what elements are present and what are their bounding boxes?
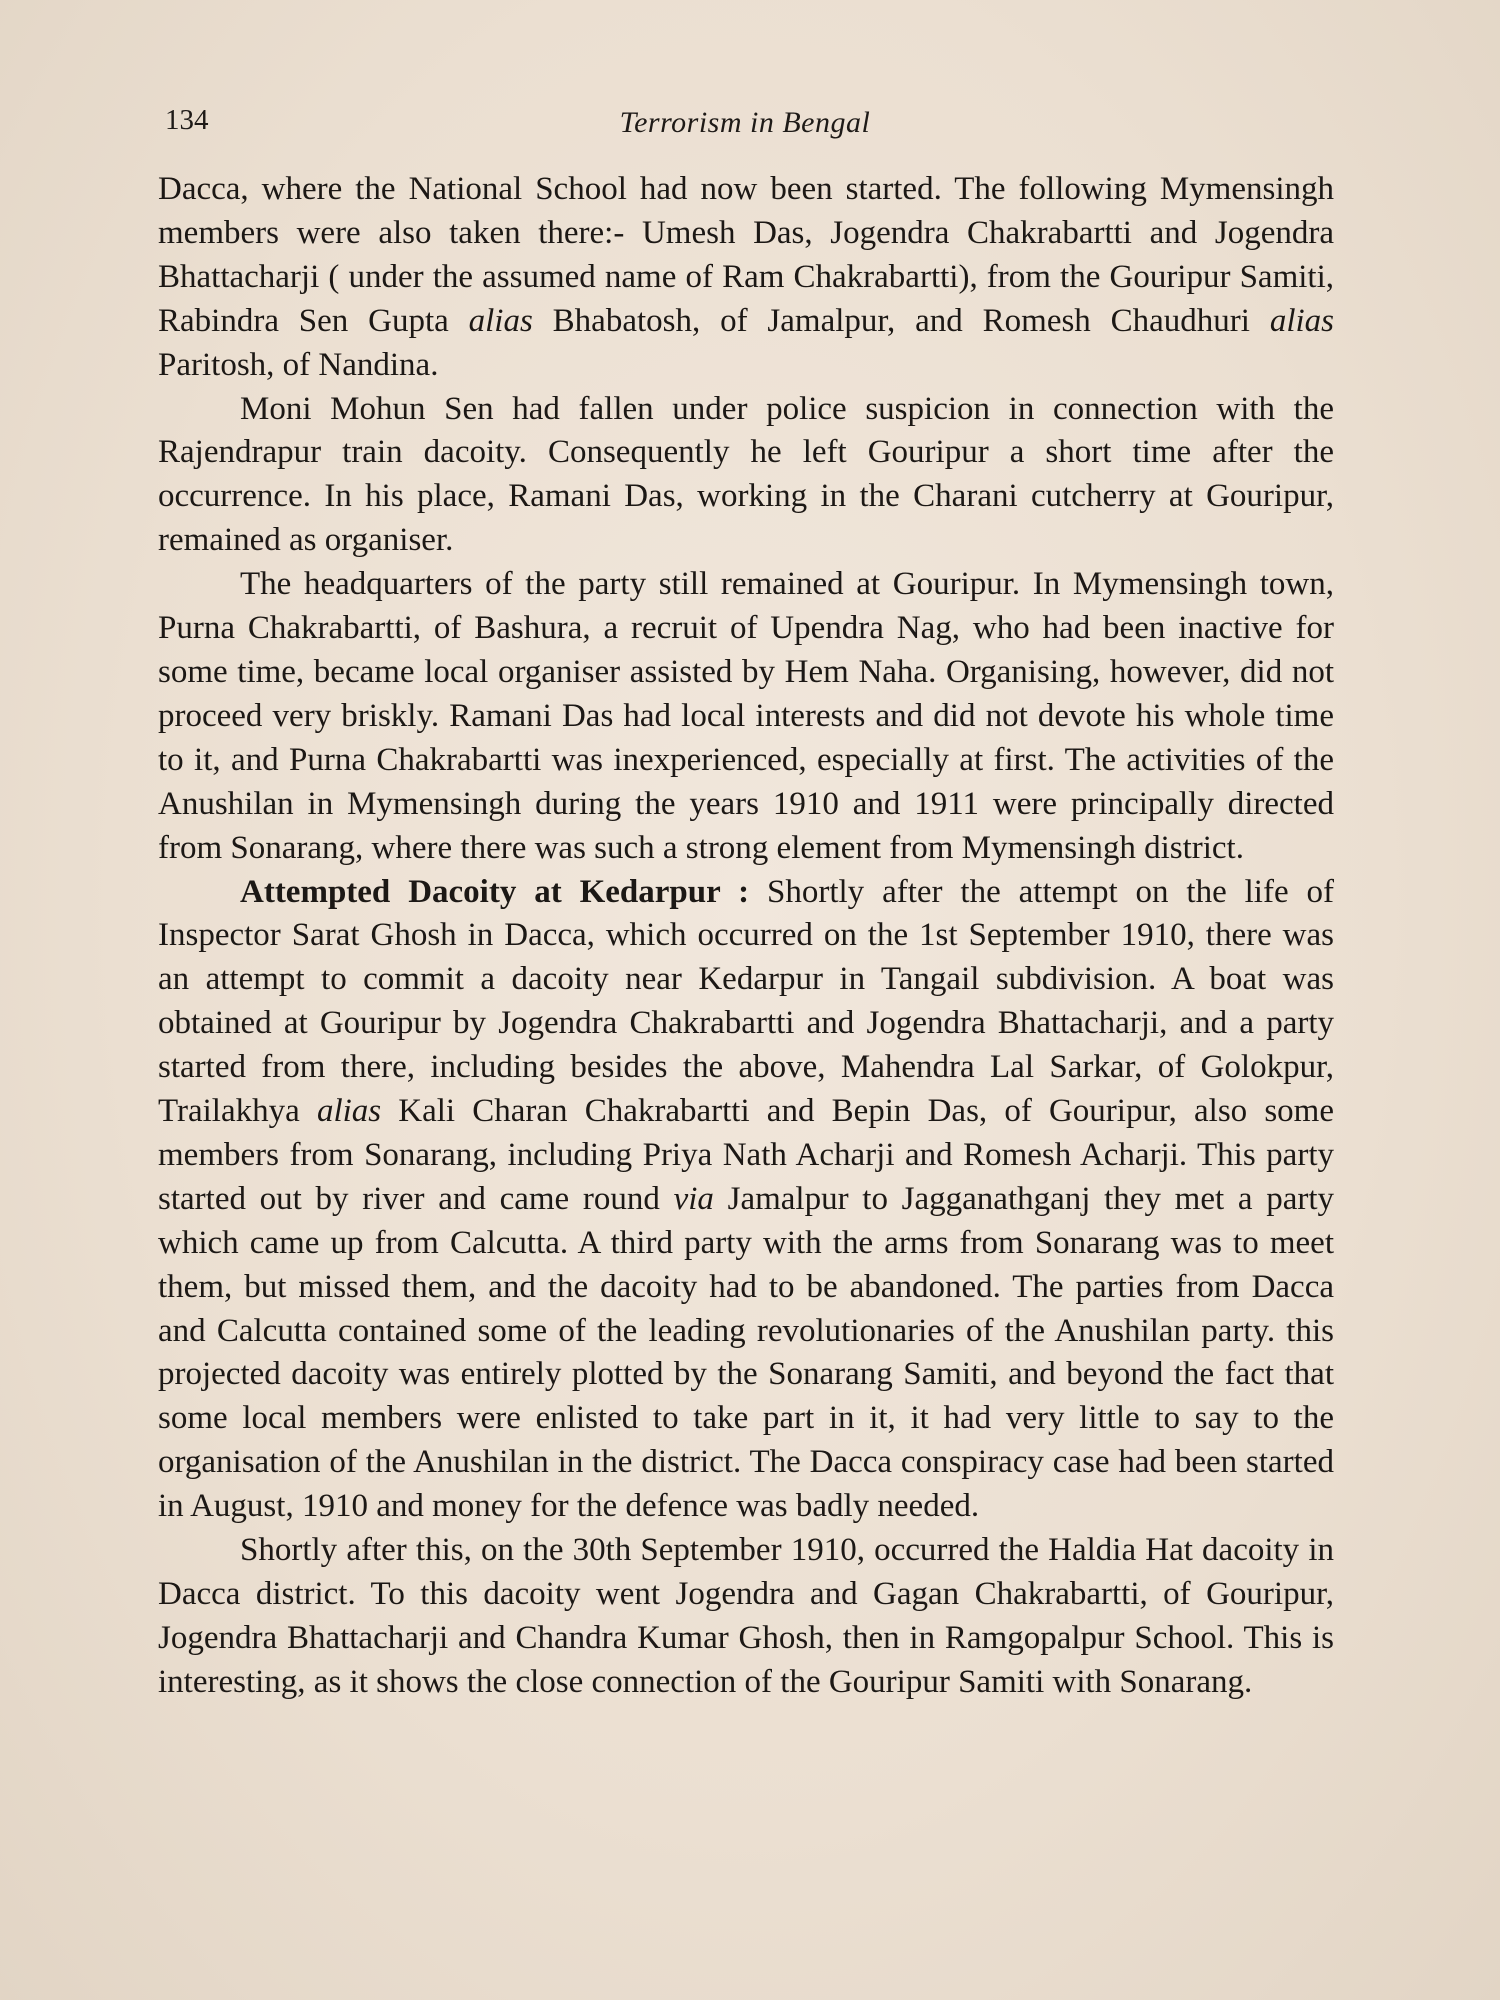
paragraph-5: Shortly after this, on the 30th September 1910, occurred the Haldia Hat dacoity in Dacca district. To this dacoity went Jogendra and Gagan Chakrabartti, of Gouripur, Jogendra Bhattacharji and Chandra Kumar Ghosh, then in Ramgopalpur School. This is interesting, as it shows the close connection of the Gouripur Samiti with Sonarang.: [158, 1532, 1334, 1700]
alias-italic: alias: [1269, 302, 1334, 339]
paragraph-1: [158, 168, 1334, 388]
paragraph-4-text-a: Shortly after the attempt on the life of Inspector Sarat Ghosh in Dacca, which occurred on the 1st September 1910, there was an attempt to commit a dacoity near Kedarpur in Tangail subdivision. A boat was obtained at Gouripur by Jogendra Chakrabartti and Jogendra Bhattacharji, and a party started from there, including besides the above, Mahendra Lal Sarkar, of Golokpur, Trailakhya: [158, 873, 1334, 1130]
running-head: Terrorism in Bengal: [619, 106, 871, 139]
paragraph-1-text-a: Dacca, where the National School had now been started. The following Mymensingh members were also taken there:- Umesh Das, Jogendra Chakrabartti and Jogendra Bhattacharji ( under the assumed name of Ram Chakrabartti), from the Gouripur Samiti, Rabindra Sen Gupta: [158, 171, 1334, 339]
paragraph-1-text-c: Paritosh, of Nandina.: [158, 346, 439, 383]
paragraph-3: The headquarters of the party still remained at Gouripur. In Mymensingh town, Purna Chakrabartti, of Bashura, a recruit of Upendra Nag, who had been inactive for some time, became local organiser assisted by Hem Naha. Organising, however, did not proceed very briskly. Ramani Das had local interests and did not devote his whole time to it, and Purna Chakrabartti was inexperienced, especially at first. The activities of the Anushilan in Mymensingh during the years 1910 and 1911 were principally directed from Sonarang, where there was such a strong element from Mymensingh district.: [158, 566, 1334, 866]
paragraph-1-text-b: Bhabatosh, of Jamalpur, and Romesh Chaudhuri: [532, 302, 1270, 339]
alias-italic: alias: [468, 302, 533, 339]
section-heading: Attempted Dacoity at Kedarpur :: [240, 873, 750, 910]
page-header: [165, 104, 1325, 148]
paragraph-4-text-b: Kali Charan Chakrabartti and Bepin Das, of Gouripur, also some members from Sonarang, including Priya Nath Acharji and Romesh Acharji. This party started out by river and came round: [158, 1093, 1335, 1217]
paragraph-2: Moni Mohun Sen had fallen under police suspicion in connection with the Rajendrapur train dacoity. Consequently he left Gouripur a short time after the occurrence. In his place, Ramani Das, working in the Charani cutcherry at Gouripur, remained as organiser.: [158, 390, 1334, 559]
page-number: 134: [165, 104, 209, 136]
paragraph-4-text-c: Jamalpur to Jagganathganj they met a party which came up from Calcutta. A third party with the arms from Sonarang was to meet them, but missed them, and the dacoity had to be abandoned. The parties from Dacca and Calcutta contained some of the leading revolutionaries of the Anushilan party. this projected dacoity was entirely plotted by the Sonarang Samiti, and beyond the fact that some local members were enlisted to take part in it, it had very little to say to the organisation of the Anushilan in the district. The Dacca conspiracy case had been started in August, 1910 and money for the defence was badly needed.: [158, 1180, 1334, 1525]
via-italic: via: [673, 1180, 714, 1217]
paragraph-4: [158, 871, 1334, 1530]
body-text: [158, 168, 1334, 1705]
alias-italic: alias: [316, 1093, 382, 1130]
